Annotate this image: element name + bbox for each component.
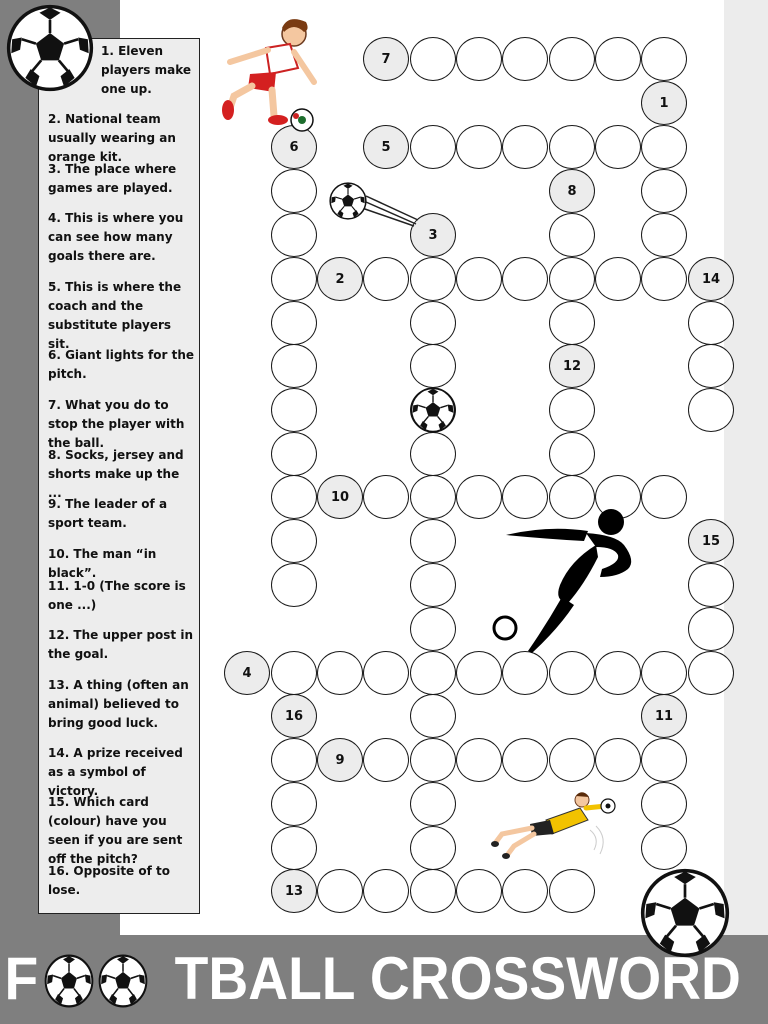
crossword-cell[interactable] xyxy=(410,344,456,388)
crossword-cell[interactable] xyxy=(410,475,456,519)
crossword-cell-15[interactable]: 15 xyxy=(688,519,734,563)
crossword-cell[interactable] xyxy=(271,301,317,345)
crossword-cell[interactable] xyxy=(271,651,317,695)
crossword-cell[interactable] xyxy=(688,301,734,345)
crossword-cell[interactable] xyxy=(688,563,734,607)
crossword-cell[interactable] xyxy=(502,869,548,913)
crossword-cell-1[interactable]: 1 xyxy=(641,81,687,125)
soccer-ball-icon xyxy=(98,953,148,1007)
crossword-cell[interactable] xyxy=(502,37,548,81)
crossword-cell[interactable] xyxy=(410,738,456,782)
crossword-cell-4[interactable]: 4 xyxy=(224,651,270,695)
crossword-cell[interactable] xyxy=(363,257,409,301)
title-first-letter: F xyxy=(4,944,39,1012)
clue-3: 3. The place where games are played. xyxy=(48,162,177,195)
crossword-cell[interactable] xyxy=(363,869,409,913)
crossword-cell[interactable] xyxy=(363,651,409,695)
clue-9: 9. The leader of a sport team. xyxy=(48,497,168,530)
crossword-cell[interactable] xyxy=(410,694,456,738)
crossword-cell-2[interactable]: 2 xyxy=(317,257,363,301)
crossword-cell[interactable] xyxy=(410,651,456,695)
crossword-cell[interactable] xyxy=(688,344,734,388)
crossword-cell[interactable] xyxy=(410,869,456,913)
crossword-cell[interactable] xyxy=(317,651,363,695)
crossword-cell[interactable] xyxy=(271,563,317,607)
crossword-cell[interactable] xyxy=(502,651,548,695)
crossword-cell[interactable] xyxy=(641,169,687,213)
crossword-cell[interactable] xyxy=(271,432,317,476)
crossword-cell[interactable] xyxy=(549,432,595,476)
crossword-cell[interactable] xyxy=(641,738,687,782)
clue-15: 15. Which card (colour) have you seen if you are sent off the pitch? xyxy=(48,795,183,866)
crossword-cell[interactable] xyxy=(271,213,317,257)
clue-13: 13. A thing (often an animal) believed to bring good luck. xyxy=(48,678,189,730)
crossword-cell[interactable] xyxy=(363,475,409,519)
soccer-ball-icon xyxy=(4,4,96,92)
soccer-ball-icon xyxy=(409,387,457,433)
crossword-cell-5[interactable]: 5 xyxy=(363,125,409,169)
clue-10: 10. The man “in black”. xyxy=(48,547,157,580)
crossword-cell-16[interactable]: 16 xyxy=(271,694,317,738)
clue-2: 2. National team usually wearing an orange kit. xyxy=(48,112,176,164)
clue-8: 8. Socks, jersey and shorts make up the ... xyxy=(48,448,184,500)
crossword-cell[interactable] xyxy=(549,257,595,301)
crossword-cell[interactable] xyxy=(271,388,317,432)
crossword-cell[interactable] xyxy=(549,738,595,782)
crossword-cell[interactable] xyxy=(641,651,687,695)
crossword-cell[interactable] xyxy=(502,257,548,301)
crossword-cell-13[interactable]: 13 xyxy=(271,869,317,913)
crossword-cell[interactable] xyxy=(410,519,456,563)
crossword-cell[interactable] xyxy=(456,869,502,913)
crossword-cell-10[interactable]: 10 xyxy=(317,475,363,519)
clue-1: 1. Eleven players make one up. xyxy=(101,44,192,96)
crossword-cell-3[interactable]: 3 xyxy=(410,213,456,257)
crossword-cell[interactable] xyxy=(595,125,641,169)
crossword-cell[interactable] xyxy=(595,651,641,695)
crossword-cell[interactable] xyxy=(271,826,317,870)
crossword-cell[interactable] xyxy=(641,782,687,826)
crossword-cell[interactable] xyxy=(688,388,734,432)
crossword-cell[interactable] xyxy=(549,213,595,257)
crossword-cell[interactable] xyxy=(549,37,595,81)
crossword-cell[interactable] xyxy=(641,213,687,257)
crossword-cell[interactable] xyxy=(410,37,456,81)
clue-12: 12. The upper post in the goal. xyxy=(48,628,193,661)
crossword-cell-9[interactable]: 9 xyxy=(317,738,363,782)
crossword-cell[interactable] xyxy=(271,475,317,519)
crossword-cell[interactable] xyxy=(688,607,734,651)
crossword-cell[interactable] xyxy=(641,125,687,169)
title-text: TBALL CROSSWORD xyxy=(174,944,741,1012)
crossword-cell-11[interactable]: 11 xyxy=(641,694,687,738)
crossword-cell[interactable] xyxy=(502,738,548,782)
crossword-cell-12[interactable]: 12 xyxy=(549,344,595,388)
crossword-cell[interactable] xyxy=(688,651,734,695)
crossword-cell[interactable] xyxy=(549,869,595,913)
clue-4: 4. This is where you can see how many goals there are. xyxy=(48,211,184,263)
crossword-cell[interactable] xyxy=(317,869,363,913)
clue-11: 11. 1-0 (The score is one ...) xyxy=(48,579,186,612)
crossword-cell[interactable] xyxy=(456,125,502,169)
crossword-cell-8[interactable]: 8 xyxy=(549,169,595,213)
crossword-cell[interactable] xyxy=(549,301,595,345)
crossword-cell-14[interactable]: 14 xyxy=(688,257,734,301)
crossword-cell[interactable] xyxy=(549,651,595,695)
crossword-cell[interactable] xyxy=(410,301,456,345)
crossword-cell[interactable] xyxy=(410,432,456,476)
crossword-cell[interactable] xyxy=(271,344,317,388)
clue-5: 5. This is where the coach and the substitute players sit. xyxy=(48,280,182,351)
crossword-cell[interactable] xyxy=(410,607,456,651)
crossword-cell[interactable] xyxy=(549,125,595,169)
crossword-cell[interactable] xyxy=(595,738,641,782)
crossword-cell[interactable] xyxy=(271,782,317,826)
crossword-cell[interactable] xyxy=(549,388,595,432)
crossword-cell[interactable] xyxy=(410,125,456,169)
player-kicking-illustration xyxy=(216,12,320,136)
crossword-cell[interactable] xyxy=(363,738,409,782)
crossword-cell-7[interactable]: 7 xyxy=(363,37,409,81)
clue-6: 6. Giant lights for the pitch. xyxy=(48,348,194,381)
crossword-cell[interactable] xyxy=(271,519,317,563)
crossword-cell[interactable] xyxy=(595,37,641,81)
clue-7: 7. What you do to stop the player with the ball. xyxy=(48,398,185,450)
crossword-cell[interactable] xyxy=(502,125,548,169)
crossword-cell[interactable] xyxy=(456,738,502,782)
flying-ball-icon xyxy=(326,180,422,230)
crossword-cell[interactable] xyxy=(271,738,317,782)
goalkeeper-diving-illustration xyxy=(490,790,620,864)
soccer-ball-icon xyxy=(44,953,94,1007)
crossword-cell[interactable] xyxy=(641,826,687,870)
clue-14: 14. A prize received as a symbol of victory. xyxy=(48,746,183,798)
crossword-cell[interactable] xyxy=(410,826,456,870)
page-title xyxy=(0,938,768,1018)
crossword-cell[interactable] xyxy=(595,257,641,301)
crossword-cell[interactable] xyxy=(456,651,502,695)
crossword-cell[interactable] xyxy=(456,257,502,301)
kicker-silhouette-icon xyxy=(488,505,648,657)
crossword-cell[interactable] xyxy=(641,37,687,81)
crossword-cell-6[interactable]: 6 xyxy=(271,125,317,169)
crossword-cell[interactable] xyxy=(410,782,456,826)
crossword-cell[interactable] xyxy=(410,563,456,607)
clue-16: 16. Opposite of to lose. xyxy=(48,864,170,897)
crossword-cell[interactable] xyxy=(410,257,456,301)
crossword-cell[interactable] xyxy=(271,169,317,213)
crossword-cell[interactable] xyxy=(641,257,687,301)
crossword-cell[interactable] xyxy=(271,257,317,301)
crossword-cell[interactable] xyxy=(456,37,502,81)
